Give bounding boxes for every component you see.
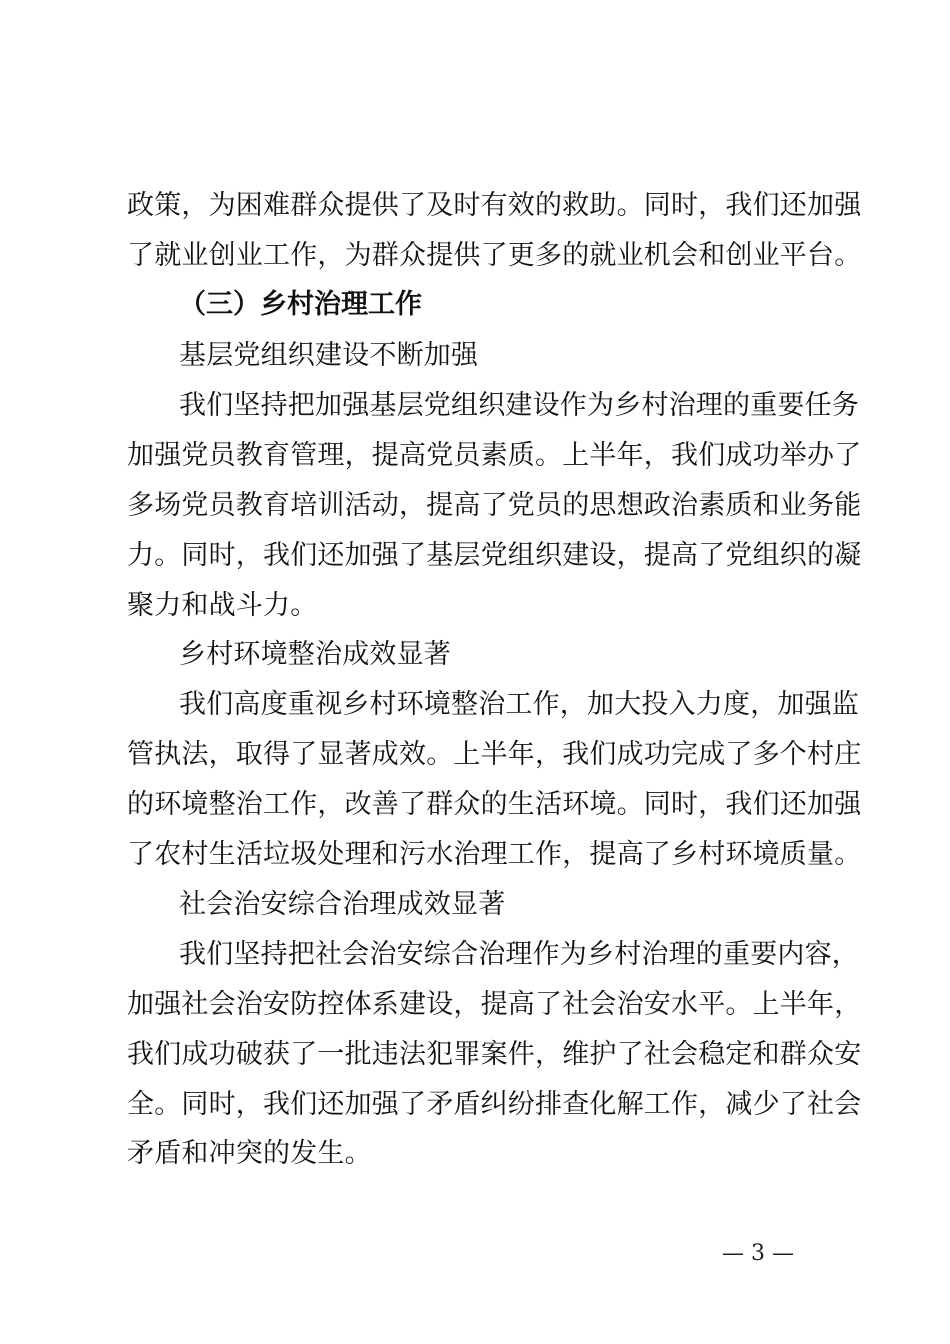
paragraph-line: 加强党员教育管理，提高党员素质。上半年，我们成功举办了 (127, 440, 862, 471)
section-heading: （三）乡村治理工作 (179, 289, 422, 320)
subheading: 乡村环境整治成效显著 (179, 639, 451, 670)
subheading: 基层党组织建设不断加强 (179, 340, 479, 371)
paragraph-line: 我们坚持把加强基层党组织建设作为乡村治理的重要任务 (179, 390, 859, 421)
paragraph-line: 我们坚持把社会治安综合治理作为乡村治理的重要内容， (179, 939, 859, 970)
paragraph-line: 管执法，取得了显著成效。上半年，我们成功完成了多个村庄 (127, 739, 862, 770)
paragraph-line: 政策，为困难群众提供了及时有效的救助。同时，我们还加强 (127, 190, 862, 221)
paragraph-line: 的环境整治工作，改善了群众的生活环境。同时，我们还加强 (127, 789, 862, 820)
paragraph-line: 聚力和战斗力。 (127, 590, 318, 621)
paragraph-line: 多场党员教育培训活动，提高了党员的思想政治素质和业务能 (127, 490, 862, 521)
paragraph-line: 我们高度重视乡村环境整治工作，加大投入力度，加强监 (179, 689, 859, 720)
paragraph-line: 矛盾和冲突的发生。 (127, 1138, 372, 1169)
paragraph-line: 我们成功破获了一批违法犯罪案件，维护了社会稳定和群众安 (127, 1039, 862, 1070)
subheading: 社会治安综合治理成效显著 (179, 889, 506, 920)
paragraph-line: 了就业创业工作，为群众提供了更多的就业机会和创业平台。 (127, 240, 862, 271)
paragraph-line: 加强社会治安防控体系建设，提高了社会治安水平。上半年， (127, 989, 862, 1020)
page-number: — 3 — (722, 1241, 794, 1266)
paragraph-line: 全。同时，我们还加强了矛盾纠纷排查化解工作，减少了社会 (127, 1089, 862, 1120)
paragraph-line: 力。同时，我们还加强了基层党组织建设，提高了党组织的凝 (127, 540, 862, 571)
paragraph-line: 了农村生活垃圾处理和污水治理工作，提高了乡村环境质量。 (127, 839, 862, 870)
